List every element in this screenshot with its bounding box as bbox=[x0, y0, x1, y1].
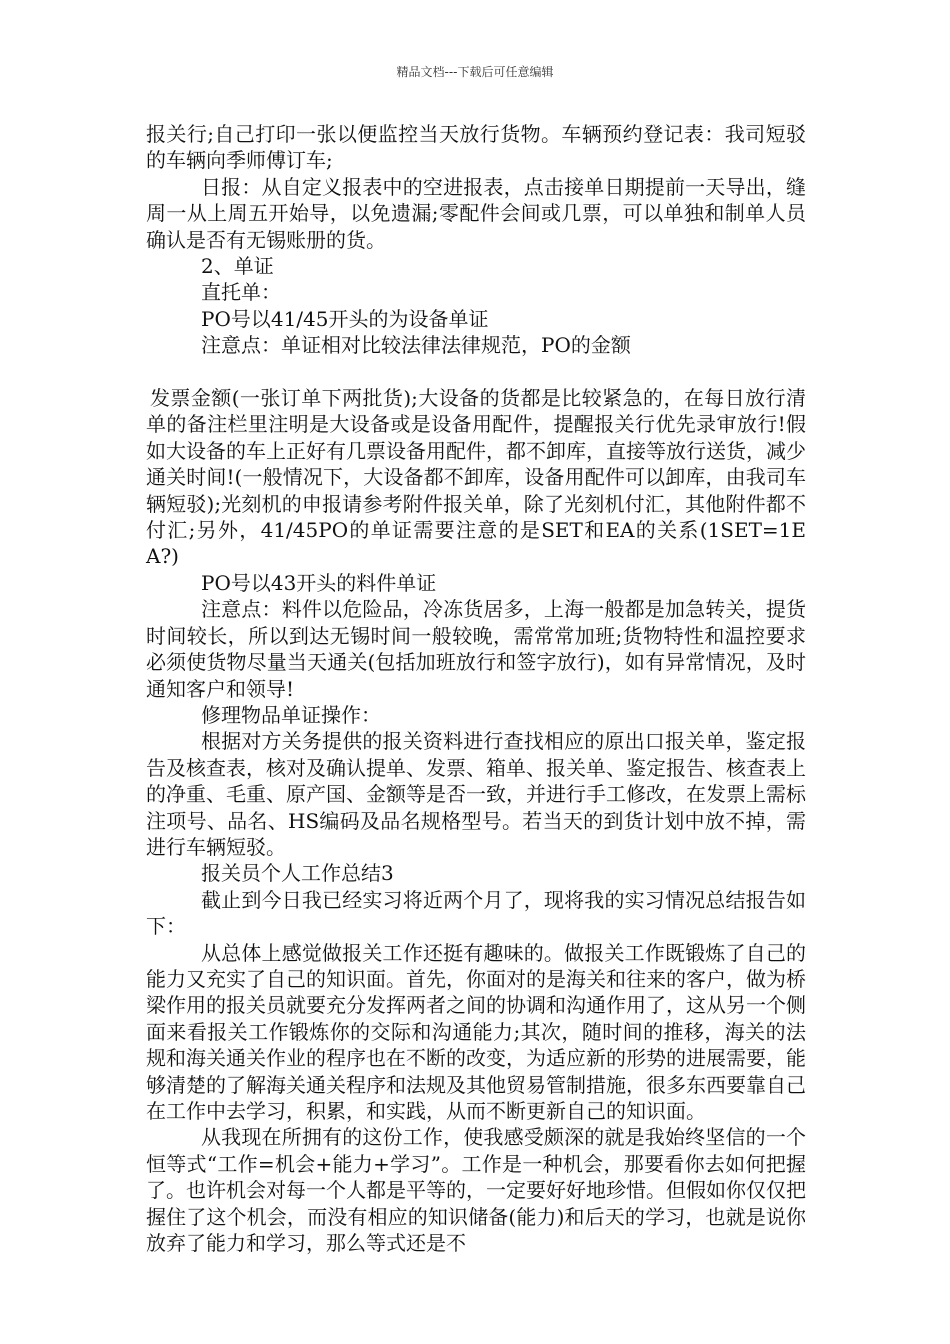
paragraph: 根据对方关务提供的报关资料进行查找相应的原出口报关单，鉴定报告及核查表，核对及确认提单、发票、箱单、报关单、鉴定报告、核查表上的净重、毛重、原产国、金额等是否一致，并进行手工修改，在发票上需标注项号、品名、HS编码及品名规格型号。若当天的到货计划中放不掉，需进行车辆短驳。 bbox=[146, 729, 806, 859]
paragraph: 日报：从自定义报表中的空进报表，点击接单日期提前一天导出，缝周一从上周五开始导，以免遗漏;零配件会间或几票，可以单独和制单人员确认是否有无锡账册的货。 bbox=[146, 174, 806, 252]
paragraph: 从总体上感觉做报关工作还挺有趣味的。做报关工作既锻炼了自己的能力又充实了自己的知识面。首先，你面对的是海关和往来的客户，做为桥梁作用的报关员就要充分发挥两者之间的协调和沟通作用了，这从另一个侧面来看报关工作锻炼你的交际和沟通能力;其次，随时间的推移，海关的法规和海关通关作业的程序也在不断的改变，为适应新的形势的进展需要，能够清楚的了解海关通关程序和法规及其他贸易管制措施，很多东西要靠自己在工作中去学习，积累，和实践，从而不断更新自己的知识面。 bbox=[146, 940, 806, 1124]
blank-line bbox=[146, 359, 806, 385]
paragraph: 发票金额(一张订单下两批货);大设备的货都是比较紧急的，在每日放行清单的备注栏里注明是大设备或是设备用配件，提醒报关行优先录审放行!假如大设备的车上正好有几票设备用配件，都不卸库，直接等放行送货，减少通关时间!(一般情况下，大设备都不卸库，设备用配件可以卸库，由我司车辆短驳);光刻机的申报请参考附件报关单，除了光刻机付汇，其他附件都不付汇;另外，41/45PO的单证需要注意的是SET和EA的关系(1SET=1EA?) bbox=[146, 386, 806, 569]
paragraph: PO号以41/45开头的为设备单证 bbox=[201, 306, 489, 331]
paragraph: 从我现在所拥有的这份工作，使我感受颇深的就是我始终坚信的一个恒等式“工作=机会+能力+学习”。工作是一种机会，那要看你去如何把握了。也许机会对每一个人都是平等的，一定要好好地珍惜。但假如你仅仅把握住了这个机会，而没有相应的知识储备(能力)和后天的学习，也就是说你放弃了能力和学习，那么等式还是不 bbox=[146, 1125, 806, 1256]
paragraph: 截止到今日我已经实习将近两个月了，现将我的实习情况总结报告如下： bbox=[146, 887, 806, 939]
paragraph: 报关行;自己打印一张以便监控当天放行货物。车辆预约登记表：我司短驳的车辆向季师傅订车; bbox=[146, 122, 806, 173]
section-heading: 2、单证 bbox=[201, 254, 274, 279]
document-body bbox=[146, 121, 806, 1256]
paragraph: PO号以43开头的料件单证 bbox=[201, 570, 437, 595]
paragraph: 修理物品单证操作： bbox=[201, 702, 381, 727]
page-header: 精品文档---下载后可任意编辑 bbox=[396, 65, 554, 79]
section-heading: 报关员个人工作总结3 bbox=[201, 861, 394, 886]
paragraph: 注意点：单证相对比较法律法律规范，PO的金额 bbox=[201, 333, 631, 358]
paragraph: 注意点：料件以危险品，冷冻货居多，上海一般都是加急转关，提货时间较长，所以到达无锡时间一般较晚，需常常加班;货物特性和温控要求必须使货物尽量当天通关(包括加班放行和签字放行)，如有异常情况，及时通知客户和领导! bbox=[146, 597, 806, 701]
paragraph: 直托单： bbox=[201, 280, 281, 305]
